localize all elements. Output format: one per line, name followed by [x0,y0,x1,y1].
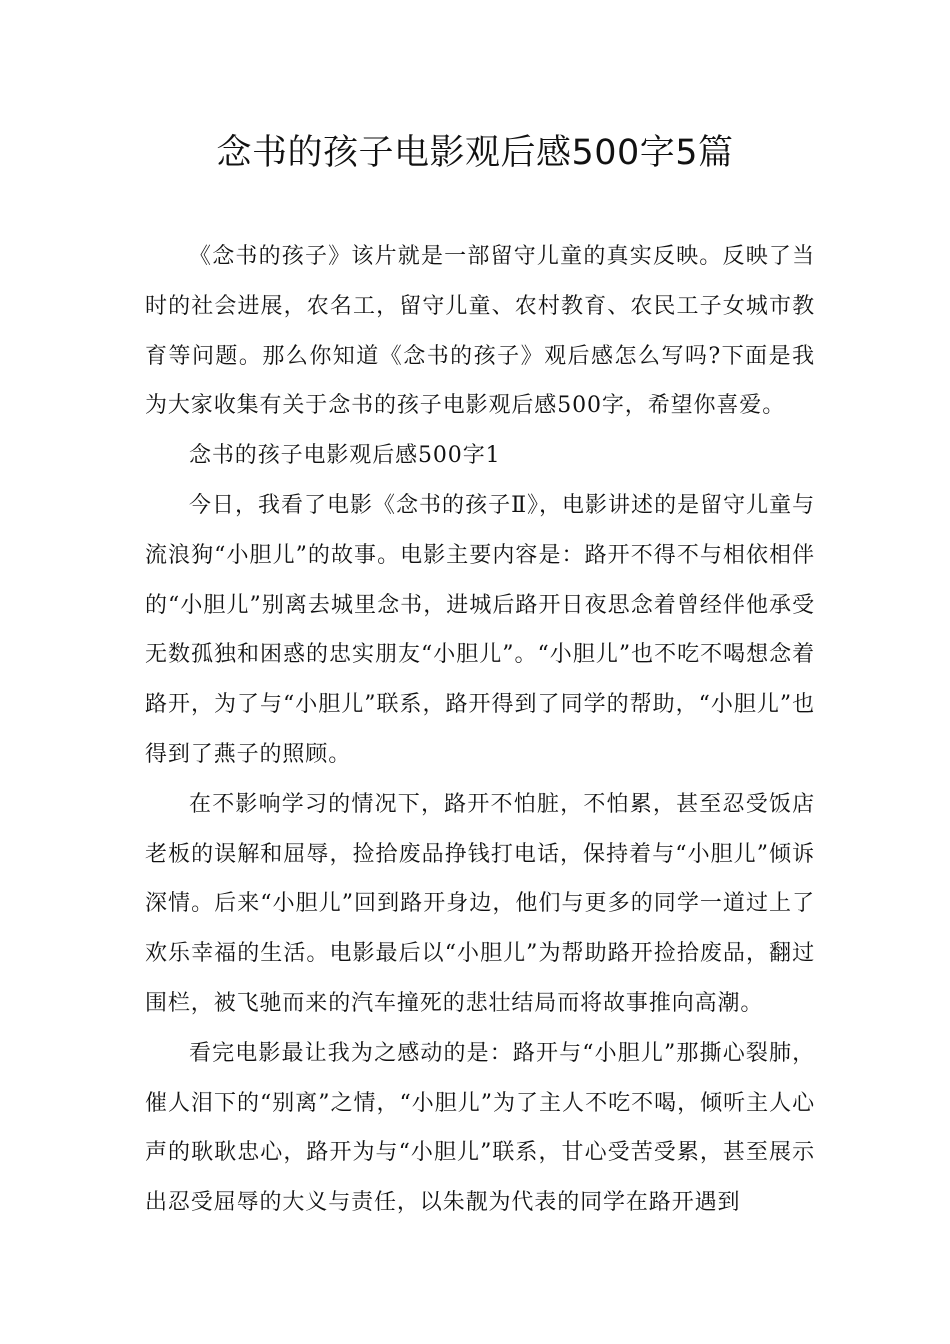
document-title: 念书的孩子电影观后感500字5篇 [216,133,734,173]
paragraph-intro: 《念书的孩子》该片就是一部留守儿童的真实反映。反映了当时的社会进展，农名工，留守儿童、农村教育、农民工子女城市教育等问题。那么你知道《念书的孩子》观后感怎么写吗?下面是我为大家收集有关于念书的孩子电影观后感500字，希望你喜爱。 [145,244,815,419]
paragraph: 在不影响学习的情况下，路开不怕脏，不怕累，甚至忍受饭店老板的误解和屈辱，捡拾废品挣钱打电话，保持着与“小胆儿”倾诉深情。后来“小胆儿”回到路开身边，他们与更多的同学一道过上了欢乐幸福的生活。电影最后以“小胆儿”为帮助路开捡拾废品，翻过围栏，被飞驰而来的汽车撞死的悲壮结局而将故事推向高潮。 [145,791,815,1016]
paragraph: 今日，我看了电影《念书的孩子Ⅱ》，电影讲述的是留守儿童与流浪狗“小胆儿”的故事。电影主要内容是：路开不得不与相依相伴的“小胆儿”别离去城里念书，进城后路开日夜思念着曾经伴他承受无数孤独和困惑的忠实朋友“小胆儿”。“小胆儿”也不吃不喝想念着路开，为了与“小胆儿”联系，路开得到了同学的帮助，“小胆儿”也得到了燕子的照顾。 [145,492,815,767]
document-body [145,232,815,1228]
paragraph: 看完电影最让我为之感动的是：路开与“小胆儿”那撕心裂肺，催人泪下的“别离”之情，“小胆儿”为了主人不吃不喝，倾听主人心声的耿耿忠心，路开为与“小胆儿”联系，甘心受苦受累，甚至展示出忍受屈辱的大义与责任，以朱靓为代表的同学在路开遇到 [145,1040,815,1216]
section-heading: 念书的孩子电影观后感500字1 [189,443,501,469]
